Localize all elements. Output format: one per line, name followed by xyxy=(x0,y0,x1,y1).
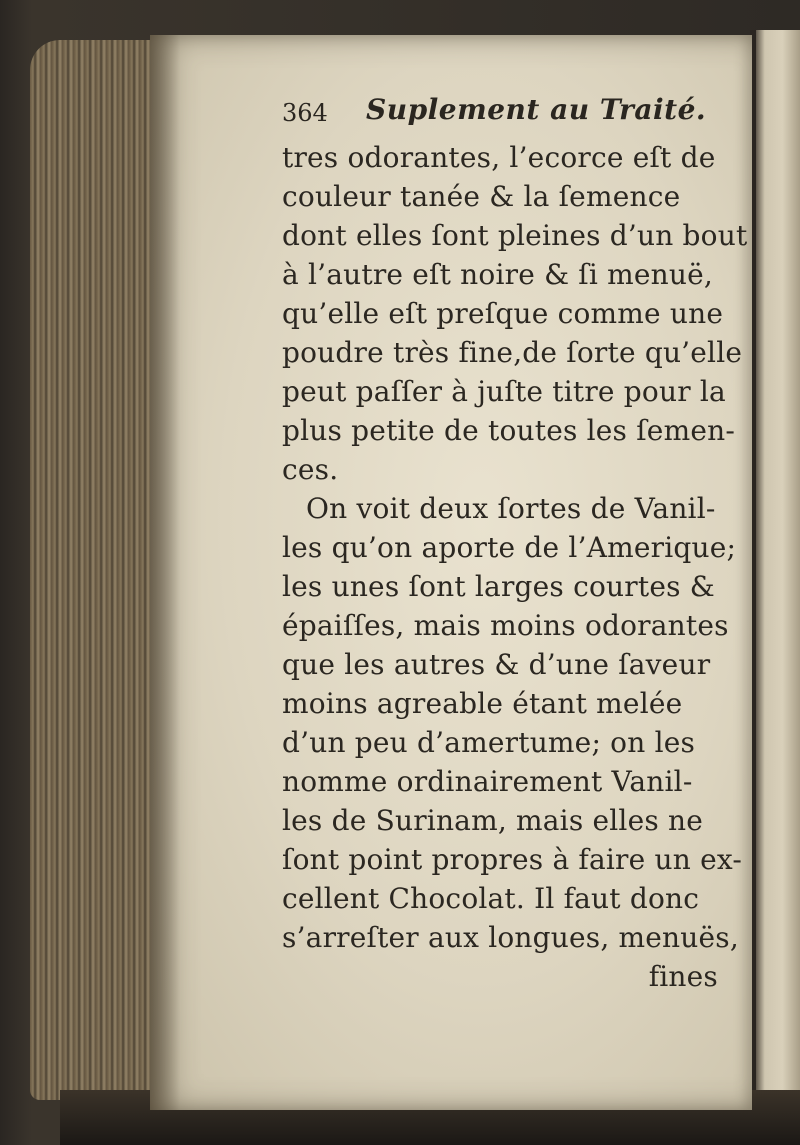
paragraph-start-line: On voit deux ſortes de Vanil- xyxy=(306,492,716,525)
catchword: fines xyxy=(648,960,718,993)
text-line: moins agreable étant melée xyxy=(282,687,683,720)
text-line: tres odorantes, l’ecorce eſt de xyxy=(282,141,716,174)
text-line: épaiſſes, mais moins odorantes xyxy=(282,609,729,642)
text-line: ſont point propres à faire un ex- xyxy=(282,843,743,876)
facing-page-edge xyxy=(756,30,800,1110)
text-line: d’un peu d’amertume; on les xyxy=(282,726,696,759)
text-line: dont elles ſont pleines d’un bout xyxy=(282,219,748,252)
text-line: poudre très fine,de ſorte qu’elle xyxy=(282,336,743,369)
page-number: 364 xyxy=(282,99,328,127)
text-line: que les autres & d’une ſaveur xyxy=(282,648,711,681)
text-line: nomme ordinairement Vanil- xyxy=(282,765,693,798)
text-line: couleur tanée & la ſemence xyxy=(282,180,681,213)
text-line: les unes ſont larges courtes & xyxy=(282,570,715,603)
text-line: peut paſſer à juſte titre pour la xyxy=(282,375,726,408)
text-line: qu’elle eſt preſque comme une xyxy=(282,297,724,330)
body-text xyxy=(282,138,748,996)
running-head: Suplement au Traité. xyxy=(366,93,707,126)
page-header xyxy=(282,93,722,135)
text-line: s’arreſter aux longues, menuës, xyxy=(282,921,739,954)
page-gutter xyxy=(150,35,180,1110)
text-line: cellent Chocolat. Il faut donc xyxy=(282,882,700,915)
text-line: plus petite de toutes les ſemen- xyxy=(282,414,735,447)
text-line: à l’autre eſt noire & ſi menuë, xyxy=(282,258,713,291)
book-page-edges-left xyxy=(30,40,165,1100)
text-line: les de Surinam, mais elles ne xyxy=(282,804,704,837)
text-line: ces. xyxy=(282,453,339,486)
text-line: les qu’on aporte de l’Amerique; xyxy=(282,531,737,564)
